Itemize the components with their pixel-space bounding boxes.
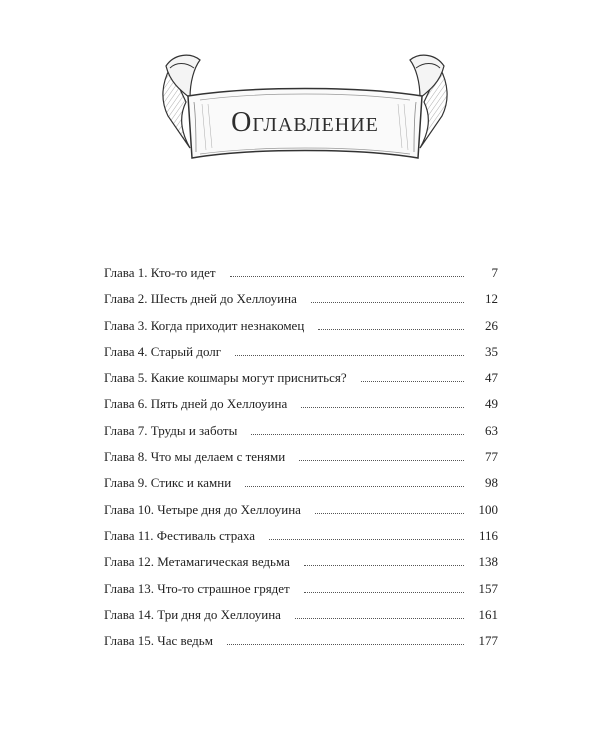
- toc-entry[interactable]: [104, 475, 498, 501]
- toc-entry[interactable]: [104, 291, 498, 317]
- toc-entry-page: 157: [478, 580, 498, 596]
- toc-entry[interactable]: [104, 370, 498, 396]
- toc-entry-title: Глава 13. Что-то страшное грядет: [104, 580, 290, 596]
- table-of-contents: [104, 265, 498, 659]
- toc-entry[interactable]: [104, 554, 498, 580]
- toc-leader-dots: [315, 513, 464, 514]
- toc-entry[interactable]: [104, 265, 498, 291]
- toc-leader-dots: [251, 434, 464, 435]
- toc-entry-title: Глава 5. Какие кошмары могут присниться?: [104, 370, 347, 386]
- toc-entry-page: 77: [485, 449, 498, 465]
- toc-leader-dots: [311, 302, 464, 303]
- toc-entry-title: Глава 11. Фестиваль страха: [104, 527, 256, 543]
- toc-entry-page: 138: [478, 554, 498, 570]
- toc-leader-dots: [318, 329, 464, 330]
- toc-entry-page: 12: [485, 291, 498, 307]
- toc-entry[interactable]: [104, 423, 498, 449]
- toc-entry-title: Глава 3. Когда приходит незнакомец: [104, 317, 305, 333]
- toc-entry-page: 161: [478, 606, 498, 622]
- toc-entry-title: Глава 7. Труды и заботы: [104, 422, 238, 438]
- toc-entry-page: 49: [485, 396, 498, 412]
- toc-entry-page: 47: [485, 370, 498, 386]
- toc-entry-page: 7: [491, 265, 498, 280]
- toc-leader-dots: [304, 592, 464, 593]
- toc-entry-page: 26: [485, 317, 498, 333]
- toc-entry-title: Глава 12. Метамагическая ведьма: [104, 554, 290, 570]
- toc-entry[interactable]: [104, 502, 498, 528]
- toc-entry-title: Глава 2. Шесть дней до Хеллоуина: [104, 291, 297, 307]
- toc-entry-page: 100: [478, 501, 498, 517]
- toc-entry-page: 177: [478, 633, 498, 649]
- page-title: Оглавление: [231, 107, 379, 138]
- toc-entry-page: 63: [485, 422, 498, 438]
- toc-leader-dots: [269, 539, 464, 540]
- toc-entry[interactable]: [104, 449, 498, 475]
- toc-leader-dots: [361, 381, 464, 382]
- toc-entry-page: 98: [485, 475, 498, 491]
- toc-entry-title: Глава 10. Четыре дня до Хеллоуина: [104, 501, 301, 517]
- toc-entry[interactable]: [104, 607, 498, 633]
- toc-leader-dots: [304, 565, 464, 566]
- toc-entry-title: Глава 1. Кто-то идет: [104, 265, 216, 280]
- toc-entry[interactable]: [104, 344, 498, 370]
- toc-entry-title: Глава 8. Что мы делаем с тенями: [104, 449, 286, 465]
- toc-leader-dots: [245, 486, 464, 487]
- toc-leader-dots: [299, 460, 464, 461]
- toc-entry[interactable]: [104, 633, 498, 659]
- toc-leader-dots: [295, 618, 464, 619]
- toc-entry[interactable]: [104, 528, 498, 554]
- toc-entry-page: 35: [485, 343, 498, 359]
- toc-entry[interactable]: [104, 396, 498, 422]
- toc-entry[interactable]: [104, 581, 498, 607]
- toc-leader-dots: [227, 644, 464, 645]
- toc-entry-title: Глава 6. Пять дней до Хеллоуина: [104, 396, 288, 412]
- toc-entry-title: Глава 14. Три дня до Хеллоуина: [104, 606, 281, 622]
- toc-entry-title: Глава 4. Старый долг: [104, 343, 222, 359]
- toc-entry-page: 116: [478, 527, 498, 543]
- toc-leader-dots: [230, 276, 464, 277]
- toc-entry-title: Глава 9. Стикс и камни: [104, 475, 232, 491]
- toc-leader-dots: [235, 355, 464, 356]
- toc-leader-dots: [301, 407, 464, 408]
- title-banner: [160, 38, 450, 178]
- toc-entry[interactable]: [104, 318, 498, 344]
- toc-entry-title: Глава 15. Час ведьм: [104, 633, 213, 649]
